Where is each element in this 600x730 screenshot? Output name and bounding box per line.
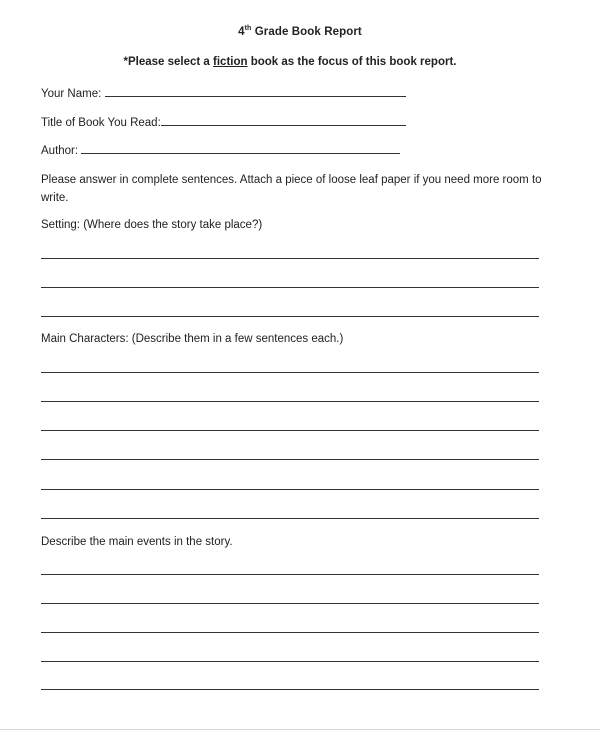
characters-answer-line[interactable] [41,459,539,460]
title-text: Grade Book Report [251,26,362,38]
events-prompt: Describe the main events in the story. [41,536,233,548]
setting-answer-line[interactable] [41,287,539,288]
setting-answer-line[interactable] [41,258,539,259]
author-label: Author: [41,145,82,157]
characters-prompt: Main Characters: (Describe them in a few sentences each.) [41,333,344,345]
events-answer-line[interactable] [41,603,539,604]
events-answer-line[interactable] [41,574,539,575]
title-grade-number: 4 [238,26,245,38]
report-title [0,26,600,38]
name-field [41,87,406,100]
title-ordinal-suffix: th [244,25,252,33]
book-title-label: Title of Book You Read: [41,117,161,129]
instruction-end: book as the focus of this book report. [247,56,457,68]
fiction-instruction [0,56,580,68]
name-blank[interactable] [105,87,406,97]
instruction-emphasis: fiction [213,56,248,68]
events-answer-line[interactable] [41,689,539,690]
directions-paragraph: Please answer in complete sentences. Attach a piece of loose leaf paper if you need more room to write. [41,174,542,204]
events-answer-line[interactable] [41,661,539,662]
setting-prompt: Setting: (Where does the story take place?) [41,219,263,231]
characters-answer-line[interactable] [41,430,539,431]
characters-answer-line[interactable] [41,489,539,490]
events-answer-line[interactable] [41,632,539,633]
book-title-field [41,116,406,129]
author-blank[interactable] [81,144,400,154]
book-title-blank[interactable] [161,116,406,126]
author-field [41,144,400,157]
name-label: Your Name: [41,88,105,100]
characters-answer-line[interactable] [41,372,539,373]
characters-answer-line[interactable] [41,401,539,402]
setting-answer-line[interactable] [41,316,539,317]
characters-answer-line[interactable] [41,518,539,519]
instruction-start: *Please select a [123,56,214,68]
